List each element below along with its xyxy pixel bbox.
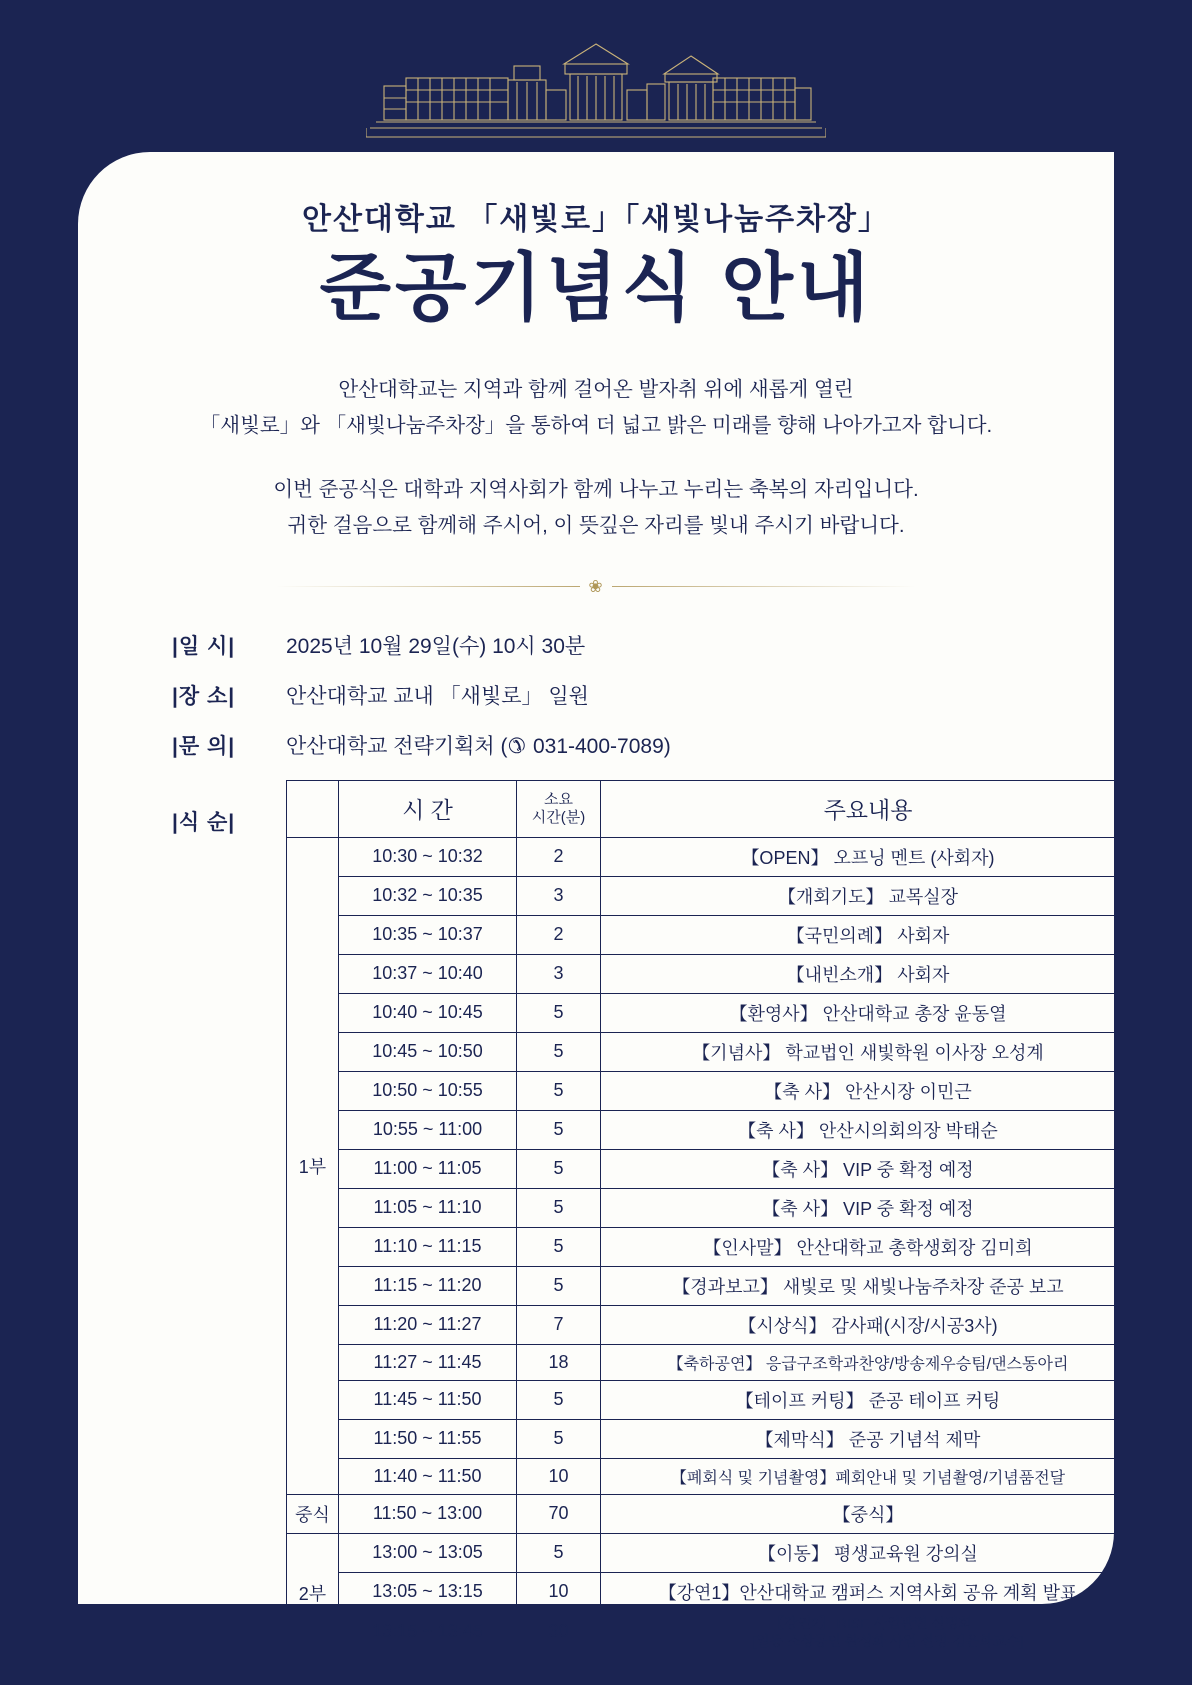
intro-para1 — [78, 372, 1114, 444]
content-cell: 【폐회식 및 기념촬영】폐회안내 및 기념촬영/기념품전달 — [601, 1458, 1136, 1494]
header-time: 시 간 — [339, 780, 517, 837]
place-value: 안산대학교 교내 「새빛로」 일원 — [286, 684, 589, 708]
intro-para2-line1: 이번 준공식은 대학과 지역사회가 함께 나누고 누리는 축복의 자리입니다. — [273, 477, 919, 501]
time-cell: 11:15 ~ 11:20 — [339, 1266, 517, 1305]
content-cell: 【축 사】 안산시의회의장 박태순 — [601, 1110, 1136, 1149]
content-cell: 【강연1】안산대학교 캠퍼스 지역사회 공유 계획 발표 — [601, 1572, 1136, 1611]
time-cell: 11:05 ~ 11:10 — [339, 1188, 517, 1227]
duration-cell: 5 — [517, 993, 601, 1032]
content-cell: 【환영사】 안산대학교 총장 윤동열 — [601, 993, 1136, 1032]
date-value: 2025년 10월 29일(수) 10시 30분 — [286, 634, 586, 658]
table-row — [287, 1032, 1136, 1071]
info-row-date — [172, 630, 1114, 660]
intro-para2-line2: 귀한 걸음으로 함께해 주시어, 이 뜻깊은 자리를 빛내 주시기 바랍니다. — [287, 513, 905, 537]
duration-cell: 70 — [517, 1494, 601, 1533]
table-row — [287, 1305, 1136, 1344]
info-row-place — [172, 680, 1114, 710]
content-cell: 【기념사】 학교법인 새빛학원 이사장 오성계 — [601, 1032, 1136, 1071]
duration-cell: 18 — [517, 1344, 601, 1380]
content-cell: 【중식】 — [601, 1494, 1136, 1533]
duration-cell: 5 — [517, 1533, 601, 1572]
content-cell: 【축하공연】 응급구조학과찬양/방송제우승팀/댄스동아리 — [601, 1344, 1136, 1380]
time-cell: 10:35 ~ 10:37 — [339, 915, 517, 954]
emblem — [0, 38, 1192, 146]
time-cell: 13:05 ~ 13:15 — [339, 1572, 517, 1611]
table-header-row — [287, 780, 1136, 837]
contact-label: |문 의| — [172, 734, 236, 758]
time-cell: 10:50 ~ 10:55 — [339, 1071, 517, 1110]
phone-icon: ✆ — [507, 734, 526, 758]
table-row — [287, 1611, 1136, 1652]
duration-cell: 10 — [517, 1572, 601, 1611]
content-cell: 【인사말】 안산대학교 총학생회장 김미희 — [601, 1227, 1136, 1266]
divider-line-left — [276, 586, 580, 587]
time-cell: 10:40 ~ 10:45 — [339, 993, 517, 1032]
intro-text — [78, 372, 1114, 544]
time-cell: 10:37 ~ 10:40 — [339, 954, 517, 993]
info-row-contact — [172, 730, 1114, 760]
duration-cell: 7 — [517, 1305, 601, 1344]
content-line2: [일동 소상공인 활성화 사업 설명-김은화교수] — [752, 1632, 1024, 1649]
time-cell: 11:45 ~ 11:50 — [339, 1380, 517, 1419]
table-row — [287, 1344, 1136, 1380]
duration-cell: 5 — [517, 1110, 601, 1149]
table-row — [287, 954, 1136, 993]
content-cell: 【축 사】 안산시장 이민근 — [601, 1071, 1136, 1110]
duration-cell: 5 — [517, 1149, 601, 1188]
content-cell: 【내빈소개】 사회자 — [601, 954, 1136, 993]
content-cell: 【축 사】 VIP 중 확정 예정 — [601, 1149, 1136, 1188]
table-row — [287, 993, 1136, 1032]
contact-text-post: 031-400-7089) — [527, 734, 671, 758]
part-cell-1: 1부 — [287, 837, 339, 1494]
content-cell: 【OPEN】 오프닝 멘트 (사회자) — [601, 837, 1136, 876]
duration-cell: 2 — [517, 837, 601, 876]
contact-text-pre: 안산대학교 전략기획처 ( — [286, 734, 508, 758]
time-cell: 11:40 ~ 11:50 — [339, 1458, 517, 1494]
place-label: |장 소| — [172, 684, 236, 708]
duration-cell: 3 — [517, 954, 601, 993]
time-cell: 13:15 ~ 13:45 — [339, 1611, 517, 1652]
time-cell: 11:20 ~ 11:27 — [339, 1305, 517, 1344]
time-cell: 11:00 ~ 11:05 — [339, 1149, 517, 1188]
content-cell: 【국민의례】 사회자 — [601, 915, 1136, 954]
table-row — [287, 1380, 1136, 1419]
intro-para1-line1: 안산대학교는 지역과 함께 걸어온 발자취 위에 새롭게 열린 — [338, 378, 854, 402]
table-row — [287, 1071, 1136, 1110]
flower-ornament-icon: ❀ — [588, 576, 604, 596]
subtitle: 안산대학교 「새빛로」「새빛나눔주차장」 — [301, 203, 891, 236]
time-cell: 11:27 ~ 11:45 — [339, 1344, 517, 1380]
header-duration-line2: 시간(분) — [531, 808, 586, 826]
table-row — [287, 1110, 1136, 1149]
content-cell: 【시상식】 감사패(시장/시공3사) — [601, 1305, 1136, 1344]
duration-cell: 10 — [517, 1458, 601, 1494]
table-row — [287, 1458, 1136, 1494]
table-row — [287, 876, 1136, 915]
header-duration-line1: 소요 — [544, 790, 573, 808]
intro-para1-line2: 「새빛로」와 「새빛나눔주차장」을 통하여 더 넓고 밝은 미래를 향해 나아가고자 합니다. — [199, 413, 993, 437]
table-row — [287, 1188, 1136, 1227]
header-part — [287, 780, 339, 837]
duration-cell: 5 — [517, 1419, 601, 1458]
header-content: 주요내용 — [601, 780, 1136, 837]
time-cell: 11:10 ~ 11:15 — [339, 1227, 517, 1266]
contact-value — [268, 730, 671, 760]
table-row — [287, 1533, 1136, 1572]
page-title: 준공기념식 안내 — [319, 246, 873, 329]
time-cell: 13:00 ~ 13:05 — [339, 1533, 517, 1572]
table-row — [287, 1149, 1136, 1188]
content-cell: 【테이프 커팅】 준공 테이프 커팅 — [601, 1380, 1136, 1419]
content-cell: 【축 사】 VIP 중 확정 예정 — [601, 1188, 1136, 1227]
duration-cell: 2 — [517, 915, 601, 954]
table-row — [287, 1419, 1136, 1458]
ornamental-divider — [276, 578, 916, 596]
duration-cell: 5 — [517, 1380, 601, 1419]
table-row — [287, 837, 1136, 876]
time-cell: 11:50 ~ 13:00 — [339, 1494, 517, 1533]
time-cell: 10:30 ~ 10:32 — [339, 837, 517, 876]
part-cell-lunch: 중식 — [287, 1494, 339, 1533]
table-row — [287, 1572, 1136, 1611]
time-cell: 10:55 ~ 11:00 — [339, 1110, 517, 1149]
ansan-university-building-line-art — [366, 38, 826, 146]
content-cell: 【이동】 평생교육원 강의실 — [601, 1533, 1136, 1572]
duration-cell: 5 — [517, 1032, 601, 1071]
table-row — [287, 1266, 1136, 1305]
content-cell: 【개회기도】 교목실장 — [601, 876, 1136, 915]
time-cell: 10:45 ~ 10:50 — [339, 1032, 517, 1071]
program-table — [286, 780, 1136, 1653]
time-cell: 11:50 ~ 11:55 — [339, 1419, 517, 1458]
duration-cell: 5 — [517, 1071, 601, 1110]
date-label: |일 시| — [172, 634, 236, 658]
duration-cell: 30 — [517, 1611, 601, 1652]
content-cell: 【제막식】 준공 기념석 제막 — [601, 1419, 1136, 1458]
divider-line-right — [612, 586, 916, 587]
content-line1: 【강연2】 RISE 사업관련 설명회 — [770, 1614, 972, 1631]
duration-cell: 3 — [517, 876, 601, 915]
invitation-card — [78, 152, 1114, 1649]
duration-cell: 5 — [517, 1227, 601, 1266]
duration-cell: 5 — [517, 1266, 601, 1305]
time-cell: 10:32 ~ 10:35 — [339, 876, 517, 915]
program-label: |식 순| — [172, 810, 236, 834]
program-section — [78, 780, 1114, 1653]
table-row — [287, 1227, 1136, 1266]
intro-para2 — [78, 472, 1114, 544]
content-cell: 【경과보고】 새빛로 및 새빛나눔주차장 준공 보고 — [601, 1266, 1136, 1305]
table-row — [287, 1494, 1136, 1533]
title-block — [78, 152, 1114, 330]
duration-cell: 5 — [517, 1188, 601, 1227]
event-info — [78, 630, 1114, 760]
header-duration — [517, 780, 601, 837]
content-cell — [601, 1611, 1136, 1652]
program-table-body — [287, 837, 1136, 1652]
table-row — [287, 915, 1136, 954]
part-cell-2: 2부 — [287, 1533, 339, 1652]
